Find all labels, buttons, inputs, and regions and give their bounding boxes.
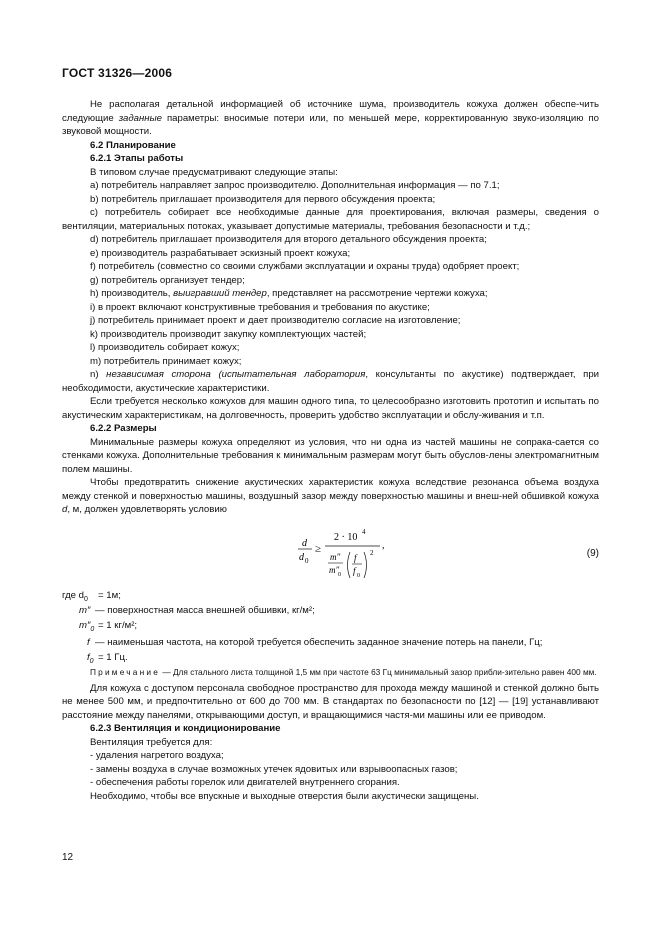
formula-num-exp: 4 bbox=[362, 527, 366, 536]
list-item: n) независимая сторона (испытательная лаборатория, консультанты по акустике) подтверждает, при необходимости, акустические характеристики. bbox=[62, 369, 600, 394]
definition-row bbox=[62, 604, 599, 619]
definition-symbol: f bbox=[87, 636, 90, 648]
formula-geq: ≥ bbox=[315, 542, 322, 555]
list-item: b) потребитель приглашает производителя для первого обсуждения проекта; bbox=[90, 193, 436, 205]
list-item: - замены воздуха в случае возможных утечек ядовитых или взрывоопасных газов; bbox=[90, 763, 458, 775]
standard-header: ГОСТ 31326—2006 bbox=[62, 66, 173, 80]
definition-symbol: $m''_0$ bbox=[79, 619, 95, 633]
list-item: g) потребитель организует тендер; bbox=[90, 274, 245, 286]
list-item: - обеспечения работы горелок или двигателей внутреннего сгорания. bbox=[90, 777, 400, 788]
definition-text: = 1м; bbox=[98, 589, 121, 601]
formula-definitions bbox=[62, 589, 599, 666]
formula-den-f0-sub: 0 bbox=[357, 572, 360, 579]
note-paragraph: Примечание — Для стального листа толщиной 1,5 мм при частоте 63 Гц минимальный зазор прибли-зительно равен 400 мм. bbox=[90, 666, 597, 677]
list-item: h) производитель, выигравший тендер, представляет на рассмотрение чертежи кожуха; bbox=[90, 288, 488, 299]
formula-lhs-numerator: d bbox=[302, 537, 307, 549]
list-item: m) потребитель принимает кожух; bbox=[90, 355, 242, 367]
formula-number: (9) bbox=[586, 547, 599, 559]
section-heading-6-2: 6.2 Планирование bbox=[90, 139, 176, 151]
formula-lhs-denominator: d bbox=[299, 551, 304, 563]
section-heading-6-2-1: 6.2.1 Этапы работы bbox=[90, 153, 184, 164]
definition-text: — наименьшая частота, на которой требуется обеспечить заданное значение потерь на панели, Гц; bbox=[95, 636, 543, 648]
section-heading-6-2-3: 6.2.3 Вентиляция и кондиционирование bbox=[90, 723, 281, 734]
definition-row bbox=[62, 651, 599, 666]
definition-text: = 1 кг/м²; bbox=[98, 619, 138, 631]
steps-intro: В типовом случае предусматривают следующие этапы: bbox=[90, 166, 338, 178]
definition-row bbox=[62, 636, 599, 651]
page-number: 12 bbox=[62, 852, 74, 863]
formula-lhs-sub: 0 bbox=[305, 556, 309, 565]
definition-text: — поверхностная масса внешней обшивки, кг/м²; bbox=[95, 604, 315, 616]
list-item: f) потребитель (совместно со своими службами эксплуатации и охраны труда) одобряет проект; bbox=[90, 261, 520, 272]
formula-den-m: m″ bbox=[330, 551, 341, 562]
list-item: c) потребитель собирает все необходимые данные для проектирования, включая размеры, сведения о вентиляции, материальных потоках, указывает допустимые материалы, требования безопасности и т.д.; bbox=[62, 207, 599, 232]
definition-row bbox=[62, 619, 599, 636]
resonance-paragraph: Чтобы предотвратить снижение акустических характеристик кожуха вследствие резонанса объема воздуха между стенкой и поверхностью машины, воздушный зазор между поверхностью машины и внеш-ней обшивкой кожуха d, м, должен удовлетворять условию bbox=[62, 477, 599, 515]
formula-den-f: f bbox=[354, 552, 357, 563]
list-item: l) производитель собирает кожух; bbox=[90, 342, 240, 353]
formula-numerator: 2 · 10 bbox=[334, 531, 358, 543]
access-paragraph: Для кожуха с доступом персонала свободное пространство для прохода между машиной и стенкой должно быть не менее 500 мм, и предпочтительно от 600 до 700 мм. В стандартах по безопасности по [12] — [19] устанавливают расстояние между панелями, открывающими доступ, и вращающимися частя-ми машины или ее приводом. bbox=[62, 682, 599, 721]
prototype-paragraph: Если требуется несколько кожухов для машин одного типа, то целесообразно изготовить прототип и испытать по акустическим характеристикам, на долговечность, проверить удобство эксплуатации и обслу-живания и т.п. bbox=[62, 396, 599, 421]
list-item: d) потребитель приглашает производителя для второго детального обсуждения проекта; bbox=[90, 234, 487, 245]
formula-den-m0: m″ bbox=[329, 564, 340, 575]
definition-symbol: $f_0$ bbox=[87, 651, 94, 665]
vent-final-paragraph: Необходимо, чтобы все впускные и выходные отверстия были акустически защищены. bbox=[90, 790, 479, 802]
min-size-paragraph: Минимальные размеры кожуха определяют из условия, что ни одна из частей машины не сопрака-сается со стенками кожуха. Дополнительные требования к минимальным размерам могут быть обуслов-лены электромагнитным полем машины. bbox=[62, 436, 599, 475]
page-content bbox=[62, 98, 599, 803]
formula-left-paren bbox=[348, 552, 351, 578]
formula-right-paren bbox=[364, 552, 367, 578]
formula-den-f0: f bbox=[353, 565, 356, 576]
steps-list bbox=[62, 179, 599, 395]
list-item: k) производитель производит закупку комплектующих частей; bbox=[90, 328, 367, 340]
vent-intro: Вентиляция требуется для: bbox=[90, 736, 213, 748]
note-label: Примечание bbox=[90, 666, 161, 677]
formula-9 bbox=[62, 525, 599, 583]
definition-symbol: m″ bbox=[79, 604, 91, 616]
intro-paragraph: Не располагая детальной информацией об источнике шума, производитель кожуха должен обеспе-чить следующие заданные параметры: вносимые потери или, по меньшей мере, корректированную звуко-изоляцию по звуковой мощности. bbox=[62, 99, 599, 137]
list-item: a) потребитель направляет запрос производителю. Дополнительная информация — по 7.1; bbox=[90, 180, 500, 191]
definition-text: = 1 Гц. bbox=[98, 651, 128, 663]
list-item: - удаления нагретого воздуха; bbox=[90, 750, 224, 761]
list-item: i) в проект включают конструктивные требования и требования по акустике; bbox=[90, 301, 430, 313]
formula-den-m0-sub: 0 bbox=[338, 571, 341, 578]
list-item: e) производитель разрабатывает эскизный проект кожуха; bbox=[90, 247, 351, 259]
formula-comma: , bbox=[382, 539, 385, 551]
formula-den-pow: 2 bbox=[370, 548, 374, 557]
definition-symbol: где $d_0$ bbox=[62, 589, 88, 603]
section-heading-6-2-2: 6.2.2 Размеры bbox=[90, 423, 157, 434]
list-item: j) потребитель принимает проект и дает производителю согласие на изготовление; bbox=[90, 315, 461, 326]
definition-row bbox=[62, 589, 599, 604]
